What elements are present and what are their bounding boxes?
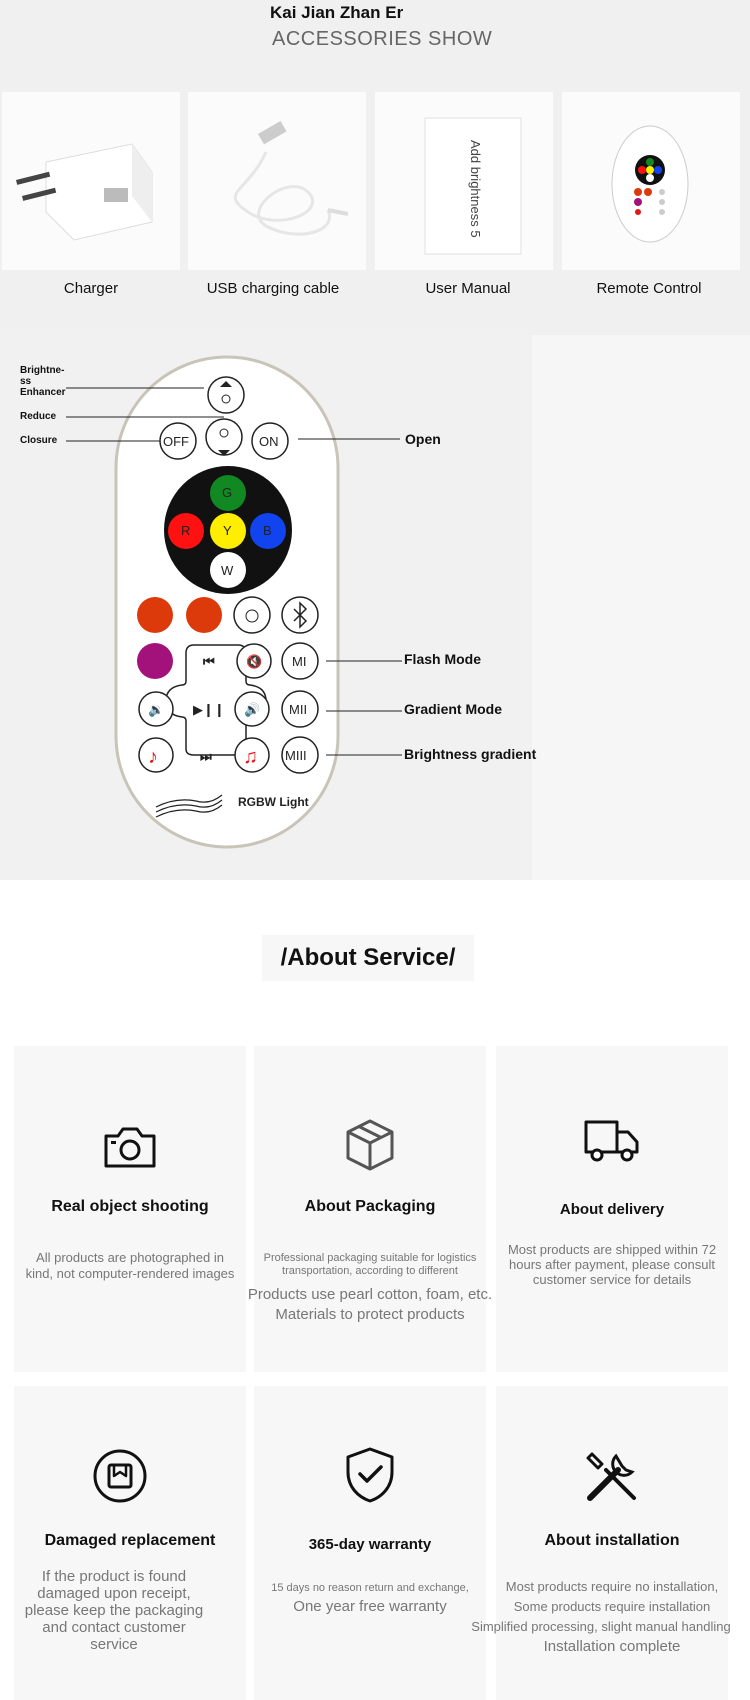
service-text-warranty-2: One year free warranty — [293, 1598, 447, 1615]
service-text-real-object-2: kind, not computer-rendered images — [25, 1266, 235, 1281]
usb-cable-image — [188, 92, 366, 270]
service-text-real-object-1: All products are photographed in — [36, 1250, 224, 1265]
service-title-installation: About installation — [544, 1532, 680, 1549]
m1-label: MI — [292, 654, 307, 669]
callout-reduce: Reduce — [20, 411, 57, 422]
svg-text:🔇: 🔇 — [246, 654, 263, 669]
shield-check-icon — [344, 1446, 396, 1504]
replacement-icon — [92, 1448, 148, 1504]
svg-text:⏭: ⏭ — [200, 749, 212, 764]
blue-label: B — [263, 523, 272, 538]
service-heading: /About Service/ — [262, 935, 474, 981]
service-title-packaging: About Packaging — [304, 1198, 436, 1215]
svg-text:⏮: ⏮ — [203, 654, 215, 669]
orange-button-1 — [137, 597, 173, 633]
service-title-real-object: Real object shooting — [51, 1198, 209, 1215]
m3-label: MIII — [285, 748, 307, 763]
green-label: G — [222, 485, 233, 500]
service-text-damaged-2: damaged upon receipt, — [37, 1585, 191, 1602]
service-title-warranty: 365-day warranty — [308, 1536, 432, 1553]
off-button-label: OFF — [163, 434, 189, 449]
service-text-damaged-1: If the product is found — [41, 1568, 187, 1585]
service-text-packaging-4: Materials to protect products — [275, 1306, 465, 1323]
accessories-section — [0, 0, 750, 335]
service-text-installation-2: Some products require installation — [513, 1599, 711, 1614]
m2-label: MII — [289, 702, 308, 717]
service-text-damaged-4: and contact customer — [42, 1619, 186, 1636]
box-icon — [344, 1118, 396, 1172]
accessories-title: ACCESSORIES SHOW — [272, 28, 493, 50]
service-card-packaging — [247, 1046, 493, 1372]
service-card-real-object — [14, 1046, 246, 1372]
service-text-delivery-1: Most products are shipped within 72 — [507, 1242, 717, 1257]
service-title-damaged: Damaged replacement — [44, 1532, 216, 1549]
service-text-damaged-3: please keep the packaging — [24, 1602, 204, 1619]
service-card-delivery — [496, 1046, 728, 1372]
svg-text:🔊: 🔊 — [244, 702, 261, 717]
remote-image — [562, 92, 740, 270]
callout-gradient-mode: Gradient Mode — [404, 701, 503, 717]
callout-brightness-enhancer: Brightne- ss Enhancer — [20, 365, 66, 398]
white-label: W — [221, 563, 234, 578]
service-text-installation-4: Installation complete — [543, 1638, 681, 1655]
tools-icon — [582, 1446, 642, 1506]
service-text-installation-3: Simplified processing, slight manual handling — [471, 1619, 731, 1634]
svg-text:▶❙❙: ▶❙❙ — [193, 702, 225, 717]
remote-label: Remote Control — [596, 280, 702, 297]
manual-card — [375, 92, 553, 270]
service-title-delivery: About delivery — [559, 1201, 665, 1218]
orange-button-2 — [186, 597, 222, 633]
service-text-packaging-1: Professional packaging suitable for logistics — [263, 1252, 477, 1264]
service-text-packaging-2: transportation, according to different — [282, 1265, 458, 1277]
service-text-damaged-5: service — [90, 1636, 138, 1653]
camera-icon — [102, 1124, 158, 1170]
yellow-label: Y — [223, 523, 232, 538]
note-1: ♪ — [148, 746, 158, 768]
charger-card — [2, 92, 180, 270]
service-card-damaged — [14, 1386, 246, 1700]
red-label: R — [181, 523, 191, 538]
callout-brightness-gradient: Brightness gradient — [404, 746, 537, 762]
magenta-button — [137, 643, 173, 679]
service-card-warranty — [254, 1386, 486, 1700]
remote-brand-label: RGBW Light — [238, 795, 309, 809]
brand-name: Kai Jian Zhan Er — [270, 3, 404, 22]
charger-label: Charger — [63, 280, 119, 297]
light-bulb-button — [234, 597, 270, 633]
svg-text:🔉: 🔉 — [148, 702, 165, 717]
service-text-delivery-2: hours after payment, please consult — [509, 1257, 715, 1272]
remote-card — [562, 92, 740, 270]
usb-cable-label: USB charging cable — [206, 280, 340, 297]
manual-label: User Manual — [425, 280, 511, 297]
manual-text: Add brightness 5 — [468, 140, 483, 238]
callout-flash-mode: Flash Mode — [404, 651, 482, 667]
service-text-packaging-3: Products use pearl cotton, foam, etc. — [247, 1286, 493, 1303]
callout-closure: Closure — [20, 435, 58, 446]
usb-cable-card — [188, 92, 366, 270]
service-text-delivery-3: customer service for details — [532, 1272, 692, 1287]
service-text-warranty-1: 15 days no reason return and exchange, — [271, 1582, 469, 1594]
note-2: ♫ — [243, 746, 258, 768]
remote-diagram — [0, 335, 750, 880]
truck-icon — [583, 1118, 641, 1164]
callout-open: Open — [405, 431, 441, 447]
remote-diagram-graphic — [0, 335, 750, 880]
service-text-installation-1: Most products require no installation, — [505, 1579, 719, 1594]
service-card-installation — [471, 1386, 731, 1700]
on-button-label: ON — [259, 434, 279, 449]
charger-image — [2, 92, 180, 270]
manual-image — [375, 92, 553, 270]
